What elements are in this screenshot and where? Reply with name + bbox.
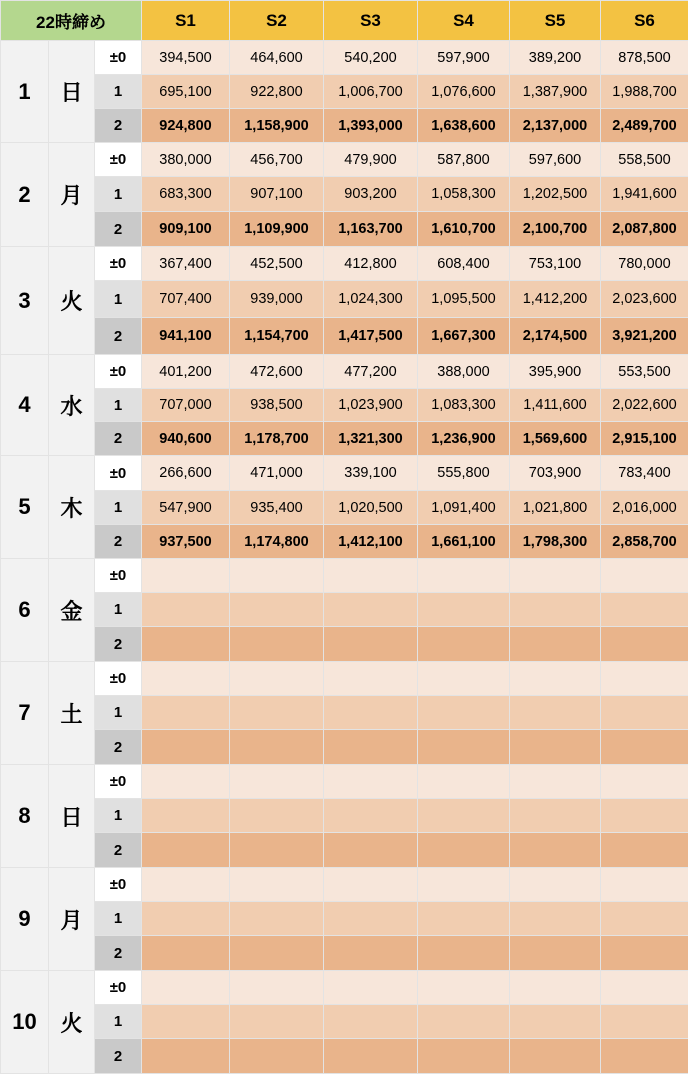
value-cell[interactable]: 477,200 (324, 355, 418, 389)
value-cell[interactable]: 412,800 (324, 247, 418, 281)
value-cell[interactable]: 1,058,300 (418, 177, 510, 212)
table-row (1, 936, 688, 971)
value-cell[interactable] (510, 765, 601, 799)
level-cell[interactable]: 2 (95, 318, 142, 355)
value-cell[interactable]: 395,900 (510, 355, 601, 389)
value-cell[interactable] (142, 868, 230, 902)
table-row (1, 559, 688, 593)
column-header-s5[interactable]: S5 (510, 1, 601, 41)
level-cell[interactable]: 1 (95, 1005, 142, 1039)
value-cell[interactable] (510, 730, 601, 765)
table-row (1, 799, 688, 833)
level-cell[interactable]: ±0 (95, 355, 142, 389)
value-cell[interactable] (601, 765, 688, 799)
value-cell[interactable]: 388,000 (418, 355, 510, 389)
sheet-title[interactable]: 22時締め (1, 1, 142, 41)
weekday-cell[interactable]: 火 (49, 971, 95, 1074)
value-cell[interactable] (230, 696, 324, 730)
value-cell[interactable] (510, 902, 601, 936)
table-row (1, 318, 688, 355)
day-number-cell[interactable]: 4 (1, 355, 49, 456)
column-header-s1[interactable]: S1 (142, 1, 230, 41)
day-number-cell[interactable]: 6 (1, 559, 49, 662)
value-cell[interactable]: 401,200 (142, 355, 230, 389)
value-cell[interactable]: 1,667,300 (418, 318, 510, 355)
value-cell[interactable] (601, 1039, 688, 1074)
value-cell[interactable] (601, 559, 688, 593)
level-cell[interactable]: 1 (95, 593, 142, 627)
column-header-s4[interactable]: S4 (418, 1, 510, 41)
column-header-s6[interactable]: S6 (601, 1, 688, 41)
value-cell[interactable]: 380,000 (142, 143, 230, 177)
value-cell[interactable]: 1,941,600 (601, 177, 688, 212)
level-cell[interactable]: 1 (95, 389, 142, 422)
table-row (1, 765, 688, 799)
value-cell[interactable]: 695,100 (142, 75, 230, 109)
level-cell[interactable]: ±0 (95, 559, 142, 593)
table-row (1, 833, 688, 868)
value-cell[interactable]: 1,661,100 (418, 525, 510, 559)
value-cell[interactable]: 266,600 (142, 456, 230, 491)
sheet-body (1, 41, 688, 1074)
value-cell[interactable]: 1,178,700 (230, 422, 324, 456)
value-cell[interactable]: 2,915,100 (601, 422, 688, 456)
value-cell[interactable] (510, 833, 601, 868)
value-cell[interactable] (142, 593, 230, 627)
value-cell[interactable] (324, 971, 418, 1005)
value-cell[interactable] (324, 936, 418, 971)
value-cell[interactable] (510, 971, 601, 1005)
value-cell[interactable] (324, 696, 418, 730)
value-cell[interactable] (230, 936, 324, 971)
value-cell[interactable]: 547,900 (142, 491, 230, 525)
value-cell[interactable] (142, 662, 230, 696)
value-cell[interactable] (601, 593, 688, 627)
value-cell[interactable]: 1,236,900 (418, 422, 510, 456)
level-cell[interactable]: 2 (95, 212, 142, 247)
value-cell[interactable]: 2,858,700 (601, 525, 688, 559)
value-cell[interactable]: 1,076,600 (418, 75, 510, 109)
value-cell[interactable] (230, 662, 324, 696)
value-cell[interactable]: 1,638,600 (418, 109, 510, 143)
value-cell[interactable] (418, 971, 510, 1005)
value-cell[interactable] (418, 627, 510, 662)
value-cell[interactable] (601, 833, 688, 868)
weekday-cell[interactable]: 日 (49, 765, 95, 868)
value-cell[interactable]: 587,800 (418, 143, 510, 177)
table-row (1, 143, 688, 177)
weekday-cell[interactable]: 土 (49, 662, 95, 765)
value-cell[interactable]: 479,900 (324, 143, 418, 177)
level-cell[interactable]: 2 (95, 422, 142, 456)
value-cell[interactable] (418, 559, 510, 593)
value-cell[interactable] (601, 627, 688, 662)
value-cell[interactable]: 1,021,800 (510, 491, 601, 525)
column-header-s3[interactable]: S3 (324, 1, 418, 41)
value-cell[interactable]: 878,500 (601, 41, 688, 75)
value-cell[interactable]: 1,393,000 (324, 109, 418, 143)
value-cell[interactable] (418, 1039, 510, 1074)
table-row (1, 902, 688, 936)
value-cell[interactable]: 753,100 (510, 247, 601, 281)
value-cell[interactable] (601, 936, 688, 971)
value-cell[interactable]: 2,016,000 (601, 491, 688, 525)
value-cell[interactable]: 2,100,700 (510, 212, 601, 247)
level-cell[interactable]: ±0 (95, 765, 142, 799)
value-cell[interactable] (510, 1039, 601, 1074)
value-cell[interactable] (230, 799, 324, 833)
value-cell[interactable]: 2,489,700 (601, 109, 688, 143)
weekday-cell[interactable]: 木 (49, 456, 95, 559)
table-row (1, 212, 688, 247)
value-cell[interactable] (601, 1005, 688, 1039)
value-cell[interactable] (510, 936, 601, 971)
value-cell[interactable]: 394,500 (142, 41, 230, 75)
value-cell[interactable]: 1,417,500 (324, 318, 418, 355)
day-number-cell[interactable]: 10 (1, 971, 49, 1074)
value-cell[interactable]: 1,091,400 (418, 491, 510, 525)
value-cell[interactable] (418, 593, 510, 627)
table-row (1, 868, 688, 902)
day-number-cell[interactable]: 2 (1, 143, 49, 247)
value-cell[interactable] (418, 1005, 510, 1039)
value-cell[interactable]: 1,798,300 (510, 525, 601, 559)
table-row (1, 971, 688, 1005)
value-cell[interactable]: 464,600 (230, 41, 324, 75)
day-number-cell[interactable]: 7 (1, 662, 49, 765)
level-cell[interactable]: ±0 (95, 868, 142, 902)
value-cell[interactable]: 940,600 (142, 422, 230, 456)
value-cell[interactable] (418, 799, 510, 833)
weekday-cell[interactable]: 金 (49, 559, 95, 662)
value-cell[interactable] (601, 868, 688, 902)
value-cell[interactable]: 1,321,300 (324, 422, 418, 456)
value-cell[interactable]: 939,000 (230, 281, 324, 318)
level-cell[interactable]: ±0 (95, 41, 142, 75)
value-cell[interactable]: 1,569,600 (510, 422, 601, 456)
value-cell[interactable] (510, 593, 601, 627)
value-cell[interactable] (418, 868, 510, 902)
table-row (1, 730, 688, 765)
value-cell[interactable]: 1,412,200 (510, 281, 601, 318)
level-cell[interactable]: 2 (95, 1039, 142, 1074)
value-cell[interactable]: 938,500 (230, 389, 324, 422)
table-row (1, 1039, 688, 1074)
value-cell[interactable] (142, 1039, 230, 1074)
value-cell[interactable]: 1,154,700 (230, 318, 324, 355)
value-cell[interactable]: 707,000 (142, 389, 230, 422)
table-row (1, 281, 688, 318)
value-cell[interactable] (324, 1005, 418, 1039)
value-cell[interactable]: 1,988,700 (601, 75, 688, 109)
table-row (1, 662, 688, 696)
value-cell[interactable] (230, 765, 324, 799)
value-cell[interactable] (510, 799, 601, 833)
table-row (1, 75, 688, 109)
level-cell[interactable]: 1 (95, 696, 142, 730)
value-cell[interactable] (418, 662, 510, 696)
weekday-cell[interactable]: 月 (49, 143, 95, 247)
value-cell[interactable] (418, 696, 510, 730)
value-cell[interactable] (324, 868, 418, 902)
value-cell[interactable]: 1,158,900 (230, 109, 324, 143)
value-cell[interactable] (418, 833, 510, 868)
level-cell[interactable]: 1 (95, 799, 142, 833)
value-cell[interactable]: 1,412,100 (324, 525, 418, 559)
value-cell[interactable] (418, 936, 510, 971)
value-cell[interactable] (230, 1039, 324, 1074)
value-cell[interactable]: 2,087,800 (601, 212, 688, 247)
value-cell[interactable] (142, 936, 230, 971)
value-cell[interactable] (142, 902, 230, 936)
value-cell[interactable]: 1,083,300 (418, 389, 510, 422)
value-cell[interactable]: 907,100 (230, 177, 324, 212)
value-cell[interactable]: 909,100 (142, 212, 230, 247)
value-cell[interactable]: 456,700 (230, 143, 324, 177)
value-cell[interactable]: 597,600 (510, 143, 601, 177)
day-number-cell[interactable]: 9 (1, 868, 49, 971)
value-cell[interactable] (230, 868, 324, 902)
value-cell[interactable] (510, 868, 601, 902)
table-row (1, 1005, 688, 1039)
value-cell[interactable]: 608,400 (418, 247, 510, 281)
value-cell[interactable] (324, 593, 418, 627)
level-cell[interactable]: 1 (95, 75, 142, 109)
value-cell[interactable]: 1,202,500 (510, 177, 601, 212)
value-cell[interactable]: 1,109,900 (230, 212, 324, 247)
value-cell[interactable]: 471,000 (230, 456, 324, 491)
level-cell[interactable]: 2 (95, 525, 142, 559)
level-cell[interactable]: ±0 (95, 662, 142, 696)
value-cell[interactable] (230, 627, 324, 662)
value-cell[interactable] (601, 662, 688, 696)
value-cell[interactable]: 540,200 (324, 41, 418, 75)
day-number-cell[interactable]: 8 (1, 765, 49, 868)
value-cell[interactable] (601, 902, 688, 936)
level-cell[interactable]: ±0 (95, 247, 142, 281)
table-row (1, 355, 688, 389)
value-cell[interactable]: 780,000 (601, 247, 688, 281)
value-cell[interactable]: 339,100 (324, 456, 418, 491)
table-row (1, 247, 688, 281)
level-cell[interactable]: 2 (95, 730, 142, 765)
weekday-cell[interactable]: 日 (49, 41, 95, 143)
level-cell[interactable]: 1 (95, 177, 142, 212)
value-cell[interactable] (601, 696, 688, 730)
value-cell[interactable] (324, 1039, 418, 1074)
value-cell[interactable]: 1,163,700 (324, 212, 418, 247)
value-cell[interactable]: 1,610,700 (418, 212, 510, 247)
value-cell[interactable] (230, 593, 324, 627)
value-cell[interactable]: 683,300 (142, 177, 230, 212)
level-cell[interactable]: 2 (95, 833, 142, 868)
level-cell[interactable]: ±0 (95, 456, 142, 491)
value-cell[interactable] (230, 1005, 324, 1039)
value-cell[interactable] (418, 765, 510, 799)
value-cell[interactable] (324, 765, 418, 799)
value-cell[interactable] (510, 627, 601, 662)
value-cell[interactable]: 1,020,500 (324, 491, 418, 525)
value-cell[interactable]: 2,022,600 (601, 389, 688, 422)
value-cell[interactable]: 452,500 (230, 247, 324, 281)
value-cell[interactable]: 924,800 (142, 109, 230, 143)
value-cell[interactable] (601, 730, 688, 765)
level-cell[interactable]: ±0 (95, 971, 142, 1005)
table-row (1, 491, 688, 525)
value-cell[interactable] (510, 559, 601, 593)
level-cell[interactable]: 2 (95, 627, 142, 662)
value-cell[interactable]: 922,800 (230, 75, 324, 109)
value-cell[interactable] (601, 971, 688, 1005)
table-row (1, 627, 688, 662)
level-cell[interactable]: 1 (95, 491, 142, 525)
value-cell[interactable]: 558,500 (601, 143, 688, 177)
weekday-cell[interactable]: 火 (49, 247, 95, 355)
value-cell[interactable] (324, 833, 418, 868)
value-cell[interactable]: 783,400 (601, 456, 688, 491)
value-cell[interactable]: 3,921,200 (601, 318, 688, 355)
value-cell[interactable] (142, 1005, 230, 1039)
header-row (1, 1, 688, 41)
value-cell[interactable]: 1,006,700 (324, 75, 418, 109)
value-cell[interactable] (142, 799, 230, 833)
day-number-cell[interactable]: 5 (1, 456, 49, 559)
value-cell[interactable] (510, 696, 601, 730)
value-cell[interactable]: 703,900 (510, 456, 601, 491)
value-cell[interactable]: 1,024,300 (324, 281, 418, 318)
value-cell[interactable] (418, 730, 510, 765)
table-row (1, 389, 688, 422)
value-cell[interactable]: 707,400 (142, 281, 230, 318)
value-cell[interactable] (230, 971, 324, 1005)
value-cell[interactable] (230, 559, 324, 593)
value-cell[interactable]: 2,174,500 (510, 318, 601, 355)
level-cell[interactable]: ±0 (95, 143, 142, 177)
value-cell[interactable]: 941,100 (142, 318, 230, 355)
value-cell[interactable] (230, 833, 324, 868)
value-cell[interactable] (142, 559, 230, 593)
table-row (1, 109, 688, 143)
value-cell[interactable] (142, 730, 230, 765)
weekday-cell[interactable]: 月 (49, 868, 95, 971)
value-cell[interactable] (510, 1005, 601, 1039)
column-header-s2[interactable]: S2 (230, 1, 324, 41)
value-cell[interactable]: 555,800 (418, 456, 510, 491)
value-cell[interactable]: 472,600 (230, 355, 324, 389)
table-row (1, 525, 688, 559)
table-row (1, 41, 688, 75)
day-number-cell[interactable]: 1 (1, 41, 49, 143)
value-cell[interactable] (142, 627, 230, 662)
value-cell[interactable]: 937,500 (142, 525, 230, 559)
value-cell[interactable] (142, 765, 230, 799)
table-row (1, 593, 688, 627)
value-cell[interactable]: 389,200 (510, 41, 601, 75)
value-cell[interactable] (510, 662, 601, 696)
value-cell[interactable]: 553,500 (601, 355, 688, 389)
value-cell[interactable]: 2,023,600 (601, 281, 688, 318)
value-cell[interactable] (142, 971, 230, 1005)
table-row (1, 177, 688, 212)
value-cell[interactable] (230, 902, 324, 936)
value-cell[interactable]: 1,411,600 (510, 389, 601, 422)
value-cell[interactable] (601, 799, 688, 833)
value-cell[interactable] (324, 902, 418, 936)
day-number-cell[interactable]: 3 (1, 247, 49, 355)
value-cell[interactable]: 1,095,500 (418, 281, 510, 318)
value-cell[interactable] (324, 559, 418, 593)
value-cell[interactable]: 1,023,900 (324, 389, 418, 422)
value-cell[interactable]: 367,400 (142, 247, 230, 281)
value-cell[interactable]: 597,900 (418, 41, 510, 75)
value-cell[interactable] (418, 902, 510, 936)
value-cell[interactable] (230, 730, 324, 765)
level-cell[interactable]: 2 (95, 936, 142, 971)
value-cell[interactable]: 903,200 (324, 177, 418, 212)
value-cell[interactable]: 1,387,900 (510, 75, 601, 109)
table-row (1, 422, 688, 456)
value-cell[interactable]: 1,174,800 (230, 525, 324, 559)
value-cell[interactable] (324, 662, 418, 696)
value-cell[interactable]: 2,137,000 (510, 109, 601, 143)
weekday-cell[interactable]: 水 (49, 355, 95, 456)
value-cell[interactable]: 935,400 (230, 491, 324, 525)
value-cell[interactable] (324, 799, 418, 833)
table-row (1, 456, 688, 491)
value-cell[interactable] (324, 627, 418, 662)
table-row (1, 696, 688, 730)
level-cell[interactable]: 1 (95, 281, 142, 318)
value-cell[interactable] (142, 696, 230, 730)
level-cell[interactable]: 2 (95, 109, 142, 143)
value-cell[interactable] (142, 833, 230, 868)
value-cell[interactable] (324, 730, 418, 765)
level-cell[interactable]: 1 (95, 902, 142, 936)
